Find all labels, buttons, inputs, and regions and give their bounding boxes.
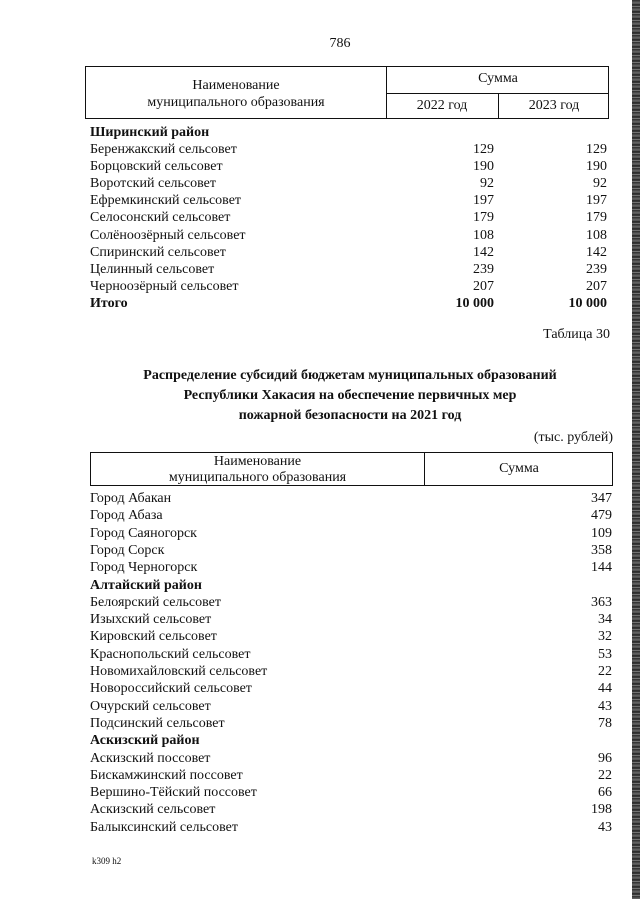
row-value: 96	[598, 751, 612, 766]
table1-year2-header: 2023 год	[528, 98, 580, 113]
table-row	[0, 594, 640, 611]
row-value: 22	[598, 768, 612, 783]
table-row: Воротский сельсовет 92 92	[90, 176, 607, 191]
table-row	[0, 559, 640, 576]
table1-name-header: Наименование муниципального образования	[147, 78, 325, 110]
row-name: Аскизский поссовет	[90, 751, 211, 766]
table1-district-heading: Ширинский район	[90, 125, 210, 140]
row-name: Бискамжинский поссовет	[90, 768, 243, 783]
table-row	[0, 698, 640, 715]
row-name: Новороссийский сельсовет	[90, 681, 252, 696]
row-value: 363	[591, 595, 612, 610]
table-row	[0, 542, 640, 559]
table-row: Черноозёрный сельсовет 207 207	[90, 279, 607, 294]
row-value: 34	[598, 612, 612, 627]
row-name: Кировский сельсовет	[90, 629, 217, 644]
row-name: Аскизский сельсовет	[90, 802, 216, 817]
table-row	[0, 767, 640, 784]
row-value: 109	[591, 526, 612, 541]
table-number-label: Таблица 30	[543, 327, 610, 342]
row-name: Город Абаза	[90, 508, 163, 523]
table-row: Борцовский сельсовет 190 190	[90, 159, 607, 174]
row-value: 347	[591, 491, 612, 506]
row-name: Изыхский сельсовет	[90, 612, 212, 627]
row-value: 198	[591, 802, 612, 817]
row-value: 44	[598, 681, 612, 696]
table-row: Беренжакский сельсовет 129 129	[90, 142, 607, 157]
table-row	[0, 680, 640, 697]
table1-header	[85, 66, 609, 119]
row-name: Белоярский сельсовет	[90, 595, 221, 610]
table-row: Селосонский сельсовет 179 179	[90, 210, 607, 225]
row-name: Вершино-Тёйский поссовет	[90, 785, 257, 800]
table-row: Спиринский сельсовет 142 142	[90, 245, 607, 260]
footer-code: k309 h2	[92, 856, 122, 866]
row-value: 479	[591, 508, 612, 523]
table-row	[0, 507, 640, 524]
row-name: Аскизский район	[90, 733, 200, 748]
table-row	[0, 646, 640, 663]
row-name: Краснопольский сельсовет	[90, 647, 251, 662]
row-name: Город Саяногорск	[90, 526, 197, 541]
table2-sum-header: Сумма	[499, 461, 539, 476]
row-value: 53	[598, 647, 612, 662]
row-value: 32	[598, 629, 612, 644]
row-name: Новомихайловский сельсовет	[90, 664, 268, 679]
table-row	[0, 750, 640, 767]
row-name: Город Абакан	[90, 491, 172, 506]
table2-name-header: Наименование муниципального образования	[168, 454, 347, 485]
scan-edge-decoration	[632, 0, 640, 899]
table-row: Ефремкинский сельсовет 197 197	[90, 193, 607, 208]
table-row	[0, 663, 640, 680]
row-value: 358	[591, 543, 612, 558]
row-name: Балыксинский сельсовет	[90, 820, 238, 835]
table-row	[0, 801, 640, 818]
district-heading	[0, 577, 640, 594]
table-row	[0, 611, 640, 628]
units-label: (тыс. рублей)	[533, 430, 613, 445]
row-name: Подсинский сельсовет	[90, 716, 225, 731]
table-row: Целинный сельсовет 239 239	[90, 262, 607, 277]
row-value: 22	[598, 664, 612, 679]
row-name: Очурский сельсовет	[90, 699, 211, 714]
table-row	[0, 715, 640, 732]
table2-header	[90, 452, 613, 486]
district-heading	[0, 732, 640, 749]
table-row	[0, 628, 640, 645]
row-name: Алтайский район	[90, 578, 202, 593]
row-value: 43	[598, 699, 612, 714]
table-row: Солёноозёрный сельсовет 108 108	[90, 228, 607, 243]
row-name: Город Сорск	[90, 543, 165, 558]
row-value: 144	[591, 560, 612, 575]
table1-year1-header: 2022 год	[416, 98, 468, 113]
row-name: Город Черногорск	[90, 560, 198, 575]
table2-title: Распределение субсидий бюджетам муниципальных образований Республики Хакасия на обеспечение первичных мер пожарной безопасности на 2021 год	[143, 368, 557, 423]
table1-sum-header: Сумма	[478, 71, 518, 86]
table-row	[0, 525, 640, 542]
row-value: 78	[598, 716, 612, 731]
row-value: 43	[598, 820, 612, 835]
table-row	[0, 784, 640, 801]
table-row	[0, 819, 640, 836]
page-number: 786	[329, 36, 351, 51]
table1-total-row: Итого 10 000 10 000	[90, 296, 607, 311]
row-value: 66	[598, 785, 612, 800]
table-row	[0, 490, 640, 507]
